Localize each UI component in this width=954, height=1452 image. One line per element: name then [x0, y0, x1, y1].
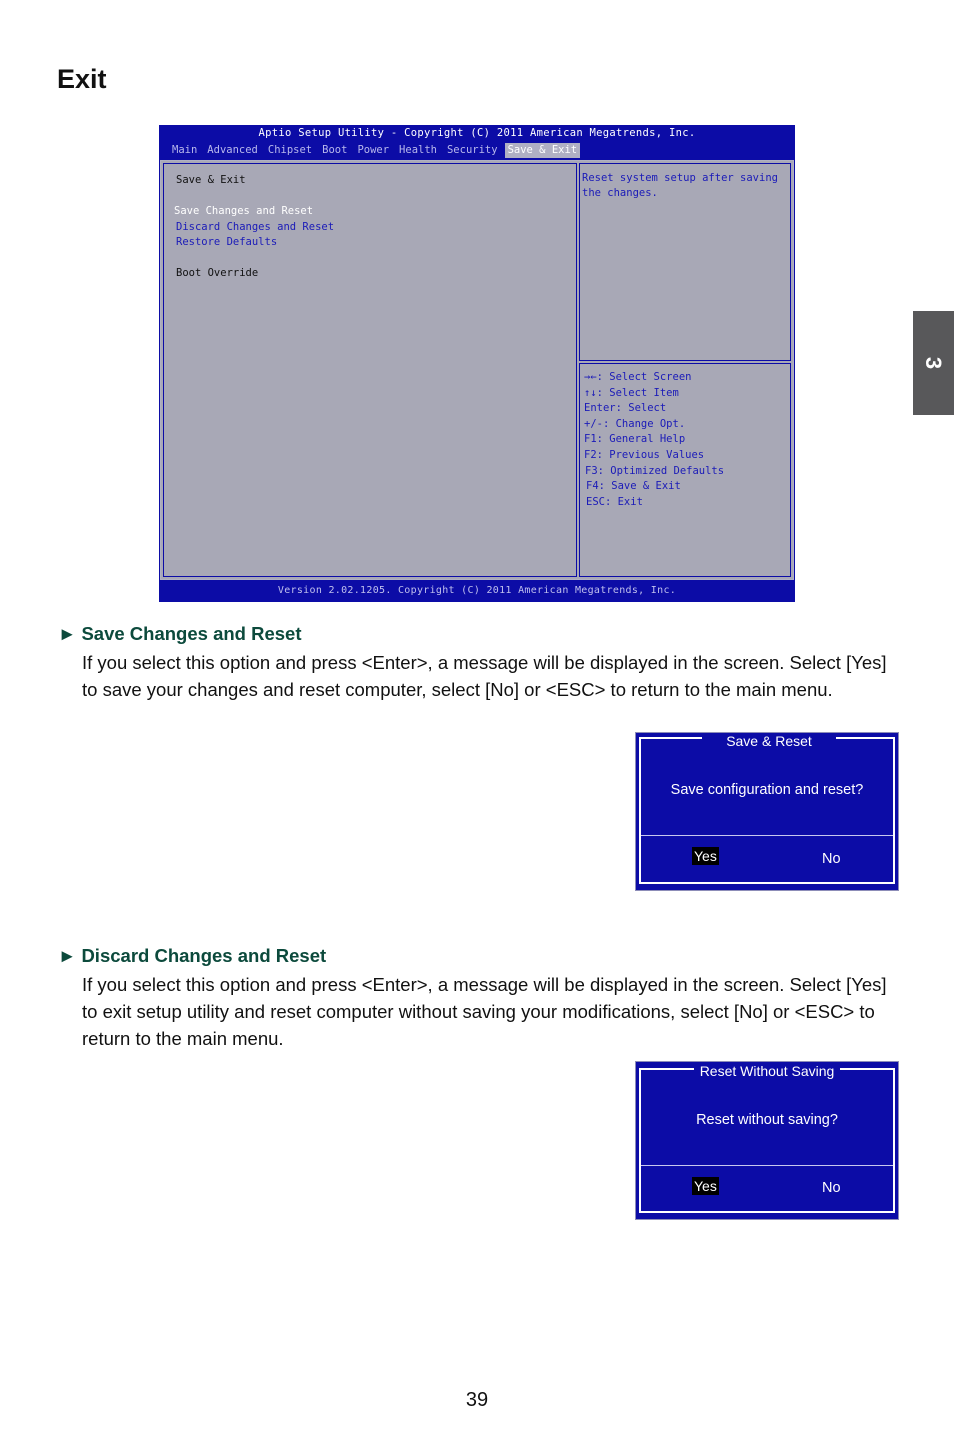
bios-tab-save-exit[interactable]: Save & Exit: [505, 143, 581, 158]
bios-tab-advanced[interactable]: Advanced: [207, 144, 258, 156]
section-body-discard-changes-reset: If you select this option and press <Enter>, a message will be displayed in the screen. Select [Yes] to exit setup utility and reset computer without saving your modifications, select [No] or <ESC> to return to the main menu.: [82, 974, 887, 1049]
bios-key-enter: Enter: Select: [584, 402, 667, 414]
bios-key-esc: ESC: Exit: [586, 496, 643, 508]
save-reset-dialog-title: Save & Reset: [702, 733, 836, 749]
bios-option-restore-defaults[interactable]: Restore Defaults: [176, 236, 278, 248]
bios-help-panel: [579, 163, 791, 361]
reset-without-saving-dialog: [635, 1061, 899, 1220]
section-heading-save-changes-reset: ► Save Changes and Reset: [58, 623, 302, 644]
bios-key-f3: F3: Optimized Defaults: [585, 465, 725, 477]
bios-key-f4: F4: Save & Exit: [586, 480, 681, 492]
bios-tab-boot[interactable]: Boot: [322, 144, 348, 156]
bios-tab-chipset[interactable]: Chipset: [267, 144, 313, 156]
bios-options-panel: [163, 163, 577, 577]
section-body-save-changes-reset: If you select this option and press <Enter>, a message will be displayed in the screen. Select [Yes] to save your changes and reset computer, select [No] or <ESC> to return to the main menu.: [82, 652, 887, 700]
bios-tab-health[interactable]: Health: [399, 144, 437, 156]
reset-without-saving-no-button[interactable]: No: [822, 1180, 841, 1196]
bios-key-f2: F2: Previous Values: [584, 449, 705, 461]
save-reset-dialog-message: Save configuration and reset?: [670, 782, 864, 798]
chapter-tab: [913, 311, 954, 415]
section-heading-discard-changes-reset: ► Discard Changes and Reset: [58, 945, 327, 966]
bios-keys-panel: [579, 363, 791, 577]
save-reset-dialog: [635, 732, 899, 891]
bios-key-select-item: ↑↓: Select Item: [584, 387, 679, 399]
chapter-number: 3: [921, 356, 947, 370]
bios-tab-power[interactable]: Power: [357, 144, 390, 156]
reset-without-saving-yes-button[interactable]: Yes: [694, 1178, 717, 1194]
bios-screen: [159, 125, 795, 602]
bios-key-select-screen: →←: Select Screen: [584, 371, 692, 383]
bios-tab-main[interactable]: Main: [172, 144, 198, 156]
bios-help-text: Reset system setup after saving the changes.: [582, 172, 778, 199]
bios-tab-bar: [169, 143, 584, 158]
bios-key-change-opt: +/-: Change Opt.: [584, 418, 686, 430]
reset-without-saving-dialog-title: Reset Without Saving: [694, 1063, 840, 1079]
bios-footer: Version 2.02.1205. Copyright (C) 2011 American Megatrends, Inc.: [277, 585, 677, 596]
save-reset-no-button[interactable]: No: [822, 851, 841, 867]
page-number: 39: [465, 1389, 489, 1411]
page-title: Exit: [57, 64, 107, 94]
bios-body: [160, 160, 794, 580]
bios-option-discard-changes-reset[interactable]: Discard Changes and Reset: [176, 221, 335, 233]
reset-without-saving-dialog-message: Reset without saving?: [696, 1112, 838, 1128]
bios-option-save-changes-reset[interactable]: Save Changes and Reset: [174, 205, 314, 217]
bios-tab-security[interactable]: Security: [446, 144, 498, 156]
save-reset-yes-button[interactable]: Yes: [694, 848, 717, 864]
bios-section-label: Save & Exit: [176, 174, 246, 186]
bios-title: Aptio Setup Utility - Copyright (C) 2011 American Megatrends, Inc.: [258, 127, 696, 139]
bios-boot-override-label: Boot Override: [176, 267, 259, 279]
bios-key-f1: F1: General Help: [584, 433, 686, 445]
